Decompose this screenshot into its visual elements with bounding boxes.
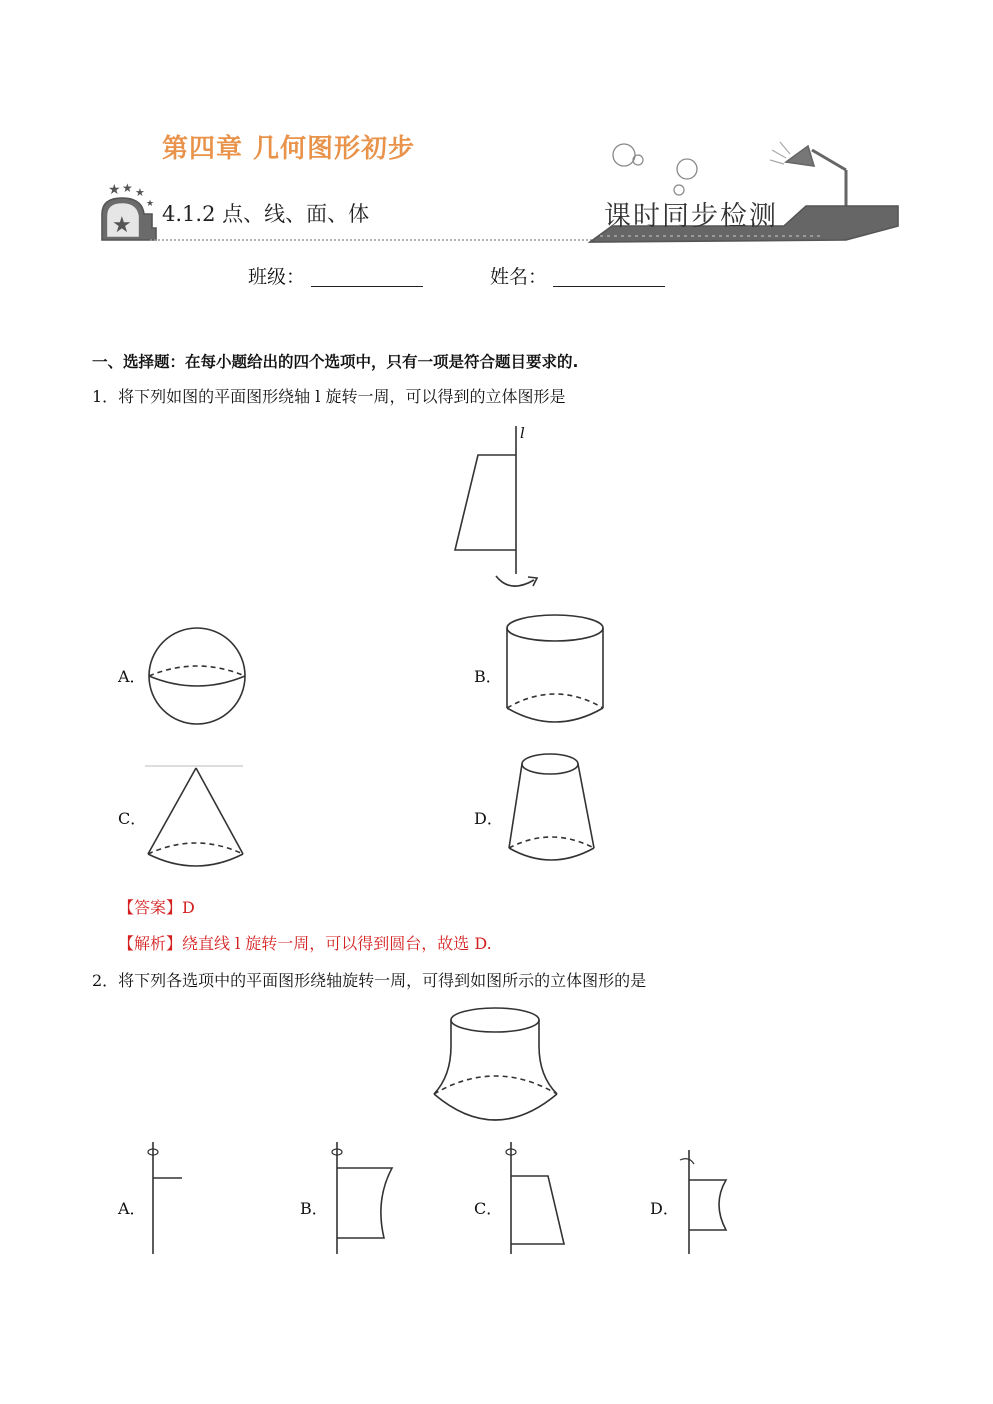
q1-option-c[interactable]: C． — [118, 809, 147, 828]
q2-option-b[interactable]: B． — [300, 1199, 328, 1218]
chapter-title: 第四章 几何图形初步 — [162, 134, 416, 164]
svg-text:★: ★ — [108, 182, 121, 198]
question-2-text: 2．将下列各选项中的平面图形绕轴旋转一周，可得到如图所示的立体图形的是 — [92, 971, 647, 990]
axis-label: l — [520, 424, 525, 442]
answer-value: D — [182, 898, 195, 917]
svg-text:★: ★ — [146, 199, 155, 209]
q2-option-d[interactable]: D． — [650, 1199, 679, 1218]
section-title: 4.1.2 点、线、面、体 — [162, 202, 370, 226]
q2-option-a[interactable]: A． — [118, 1199, 146, 1218]
svg-text:★: ★ — [135, 186, 145, 199]
analysis-tag: 【解析】 — [118, 934, 183, 953]
q1-option-b[interactable]: B． — [474, 667, 502, 686]
svg-text:★: ★ — [112, 213, 132, 238]
analysis-text: 绕直线 l 旋转一周，可以得到圆台，故选 D. — [182, 934, 492, 953]
brand-text: 课时同步检测 — [604, 201, 778, 232]
question-1-text: 1．将下列如图的平面图形绕轴 l 旋转一周，可以得到的立体图形是 — [92, 387, 566, 406]
name-label: 姓名： — [490, 266, 548, 288]
class-label: 班级： — [248, 266, 306, 288]
q2-option-c[interactable]: C． — [474, 1199, 503, 1218]
svg-text:★: ★ — [122, 181, 133, 195]
q1-option-a[interactable]: A． — [118, 667, 146, 686]
answer-tag: 【答案】 — [118, 898, 183, 917]
q1-option-d[interactable]: D． — [474, 809, 503, 828]
section-heading: 一、选择题：在每小题给出的四个选项中，只有一项是符合题目要求的. — [92, 353, 579, 371]
